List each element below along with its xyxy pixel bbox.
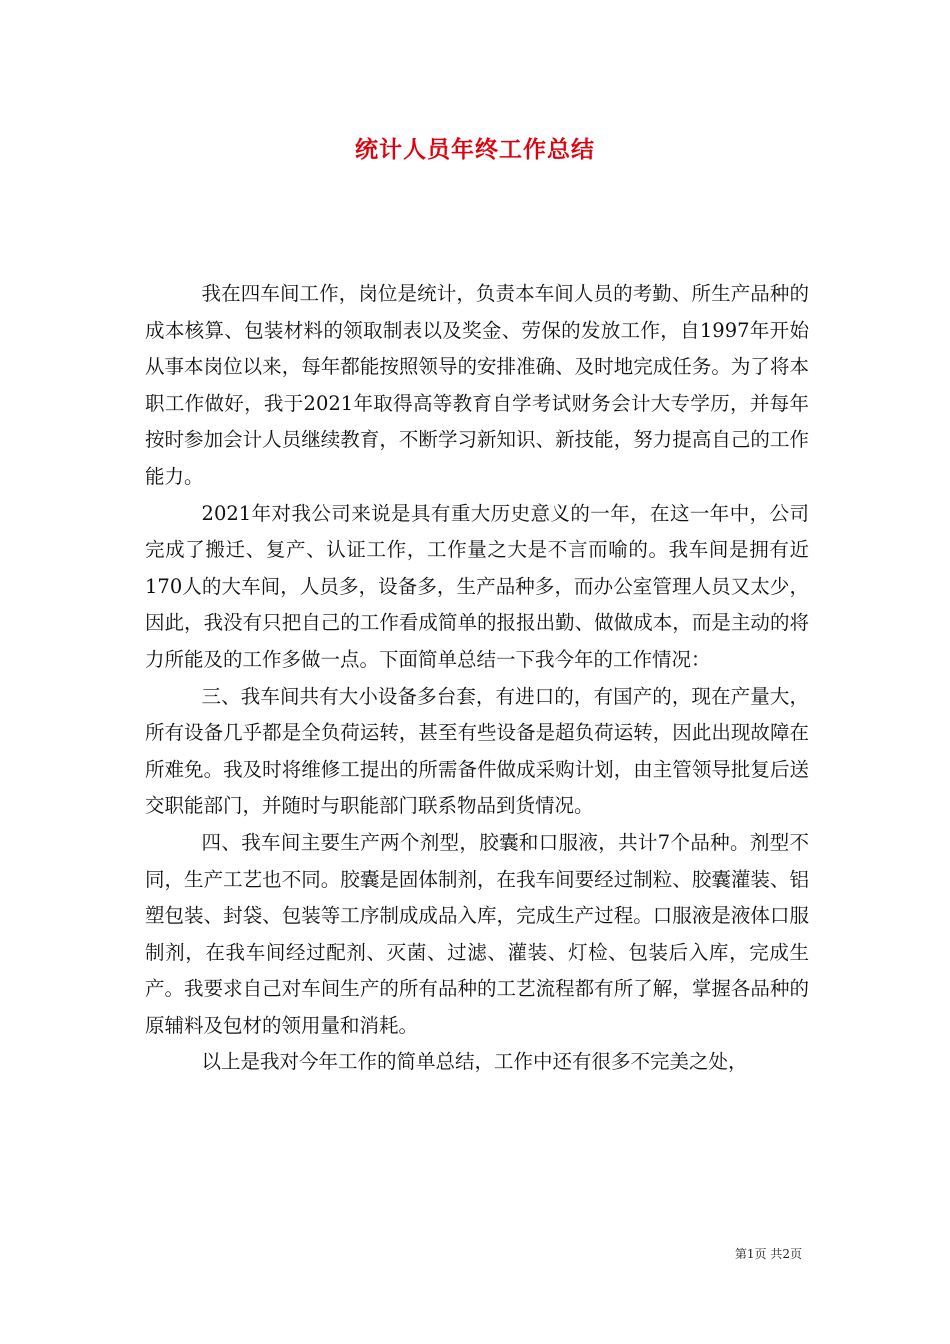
paragraph-5: 以上是我对今年工作的简单总结，工作中还有很多不完美之处， [201, 1050, 748, 1074]
paragraph-2: 2021年对我公司来说是具有重大历史意义的一年，在这一年中，公司完成了搬迁、复产、认证工作，工作量之大是不言而喻的。我车间是拥有近170人的大车间，人员多，设备多，生产品种多，而办公室管理人员又太少，因此，我没有只把自己的工作看成简单的报报出勤、做做成本，而是主动的将力所能及的工作多做一点。下面简单总结一下我今年的工作情况： [145, 501, 809, 671]
document-title: 统计人员年终工作总结 [355, 136, 595, 163]
page-number-footer: 第1页 共2页 [734, 1247, 802, 1261]
document-body [145, 276, 809, 1081]
paragraph-4: 四、我车间主要生产两个剂型，胶囊和口服液，共计7个品种。剂型不同，生产工艺也不同。胶囊是固体制剂，在我车间要经过制粒、胶囊灌装、铝塑包装、封袋、包装等工序制成成品入库，完成生产过程。口服液是液体口服制剂，在我车间经过配剂、灭菌、过滤、灌装、灯检、包装后入库，完成生产。我要求自己对车间生产的所有品种的工艺流程都有所了解，掌握各品种的原辅料及包材的领用量和消耗。 [145, 830, 809, 1037]
paragraph-1: 我在四车间工作，岗位是统计，负责本车间人员的考勤、所生产品种的成本核算、包装材料的领取制表以及奖金、劳保的发放工作，自1997年开始从事本岗位以来，每年都能按照领导的安排准确、及时地完成任务。为了将本职工作做好，我于2021年取得高等教育自学考试财务会计大专学历，并每年按时参加会计人员继续教育，不断学习新知识、新技能，努力提高自己的工作能力。 [145, 282, 809, 488]
paragraph-3: 三、我车间共有大小设备多台套，有进口的，有国产的，现在产量大，所有设备几乎都是全负荷运转，甚至有些设备是超负荷运转，因此出现故障在所难免。我及时将维修工提出的所需备件做成采购计划，由主管领导批复后送交职能部门，并随时与职能部门联系物品到货情况。 [145, 684, 809, 818]
